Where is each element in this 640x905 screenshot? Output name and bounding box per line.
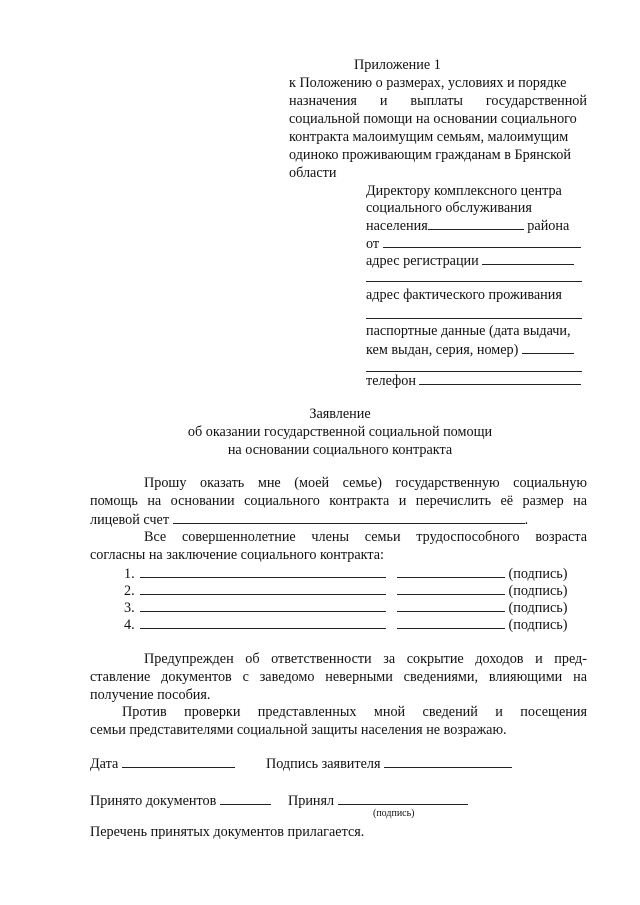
registration-label: адрес регистрации [366, 253, 479, 269]
member-signature-label: (подпись) [508, 617, 568, 633]
accepted-row [90, 791, 271, 810]
members-line-1: Все совершеннолетние члены семьи трудоспособного возраста [144, 529, 587, 545]
actual-address-label: адрес фактического проживания [366, 287, 562, 303]
request-line-1: Прошу оказать мне (моей семье) государственную социальную [144, 475, 587, 491]
appendix-title: Приложение 1 [354, 57, 441, 73]
member-number: 1. [124, 566, 135, 582]
from-field[interactable] [383, 234, 581, 248]
member-number: 3. [124, 600, 135, 616]
phone-field[interactable] [419, 371, 581, 385]
account-field[interactable] [173, 510, 525, 524]
member-row [124, 615, 567, 634]
applicant-signature-row [266, 754, 512, 773]
member-signature-field[interactable] [397, 581, 505, 595]
addressee-district-row [366, 216, 569, 235]
passport-line-1: паспортные данные (дата выдачи, [366, 323, 571, 339]
date-field[interactable] [122, 754, 235, 768]
addressee-line-1: Директору комплексного центра [366, 183, 562, 199]
passport-field[interactable] [522, 340, 574, 354]
phone-label: телефон [366, 373, 416, 389]
applicant-signature-label: Подпись заявителя [266, 756, 381, 772]
addressee-district-label: района [527, 218, 570, 234]
member-signature-label: (подпись) [508, 583, 568, 599]
appendix-line-1: к Положению о размерах, условиях и порядке [289, 75, 567, 91]
warning-line-3: получение пособия. [90, 687, 211, 703]
consent-line-2: семьи представителями социальной защиты населения не возражаю. [90, 722, 507, 738]
account-row [90, 510, 528, 529]
warning-line-2: ставление документов с заведомо неверными сведениями, влияющими на [90, 669, 587, 685]
member-signature-label: (подпись) [508, 566, 568, 582]
passport-field-continued[interactable] [366, 358, 582, 372]
member-name-field[interactable] [140, 581, 386, 595]
accepted-label: Принято документов [90, 793, 217, 809]
member-number: 4. [124, 617, 135, 633]
applicant-signature-field[interactable] [384, 754, 512, 768]
date-row [90, 754, 235, 773]
appendix-line-6: области [289, 165, 337, 181]
appendix-line-4: контракта малоимущим семьям, малоимущим [289, 129, 569, 145]
addressee-population-label: населения [366, 218, 428, 234]
date-label: Дата [90, 756, 119, 772]
statement-subtitle-2: на основании социального контракта [227, 442, 453, 458]
account-label: лицевой счет [90, 512, 170, 528]
request-line-2: помощь на основании социального контракта и перечислить её размер на [90, 493, 587, 509]
member-name-field[interactable] [140, 598, 386, 612]
passport-row [366, 340, 574, 359]
appendix-line-2: назначения и выплаты государственной [289, 93, 587, 109]
statement-subtitle-1: об оказании государственной социальной помощи [187, 424, 493, 440]
member-signature-field[interactable] [397, 615, 505, 629]
member-signature-label: (подпись) [508, 600, 568, 616]
passport-line-2: кем выдан, серия, номер) [366, 342, 519, 358]
accepted-count-field[interactable] [220, 791, 271, 805]
member-signature-field[interactable] [397, 564, 505, 578]
statement-title: Заявление [309, 406, 371, 422]
consent-line-1: Против проверки представленных мной сведений и посещения [122, 704, 587, 720]
account-period: . [524, 512, 529, 528]
district-field[interactable] [428, 216, 524, 230]
member-name-field[interactable] [140, 615, 386, 629]
receiver-label: Принял [288, 793, 335, 809]
addressee-line-2: социального обслуживания [366, 200, 532, 216]
members-line-2: согласны на заключение социального контракта: [90, 547, 384, 563]
registration-field[interactable] [482, 251, 574, 265]
member-signature-field[interactable] [397, 598, 505, 612]
member-number: 2. [124, 583, 135, 599]
appendix-line-5: одиноко проживающим гражданам в Брянской [289, 147, 571, 163]
member-name-field[interactable] [140, 564, 386, 578]
documents-list-note: Перечень принятых документов прилагается. [90, 824, 365, 840]
receiver-signature-caption: (подпись) [373, 808, 415, 819]
phone-row [366, 371, 581, 390]
registration-field-continued[interactable] [366, 268, 582, 282]
appendix-line-3: социальной помощи на основании социального [289, 111, 577, 127]
warning-line-1: Предупрежден об ответственности за сокрытие доходов и пред- [144, 651, 587, 667]
from-label: от [366, 236, 380, 252]
actual-address-field[interactable] [366, 305, 582, 319]
receiver-signature-field[interactable] [338, 791, 468, 805]
